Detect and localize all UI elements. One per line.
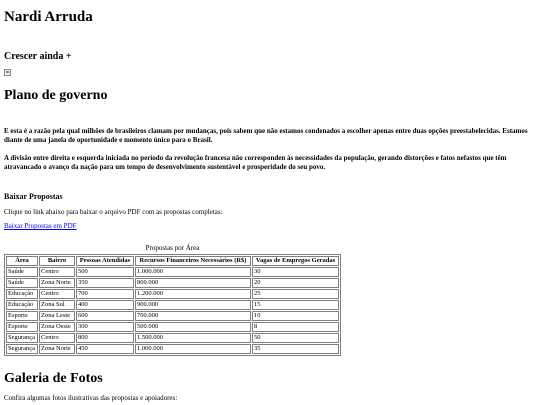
cell-bairro: Zona Oeste: [39, 322, 75, 332]
cell-area: Educação: [6, 300, 38, 310]
cell-recursos: 500.000: [135, 322, 251, 332]
cell-bairro: Zona Sul: [39, 300, 75, 310]
cell-bairro: Centro: [39, 333, 75, 343]
download-title: Baixar Propostas: [4, 192, 63, 201]
tagline: Crescer ainda +: [4, 51, 72, 62]
cell-pessoas: 800: [76, 333, 134, 343]
cell-bairro: Zona Norte: [39, 278, 75, 288]
site-title: Nardi Arruda: [4, 9, 93, 25]
plan-paragraph-2: A divisão entre direita e esquerda iniciada no período da revolução francesa não corresponden às necessidades da população, gerando distorções e fatos nefastos que têm atravancado o avanço da nação para um tempo de desenvolvimento sustentável e prosperidade do seu povo.: [4, 154, 507, 171]
table-header-row: [6, 256, 339, 266]
table-row: [6, 311, 339, 321]
plan-title: Plano de governo: [4, 88, 108, 103]
cell-pessoas: 400: [76, 300, 134, 310]
cell-bairro: Centro: [39, 289, 75, 299]
cell-vagas: 8: [252, 322, 339, 332]
cell-area: Esporte: [6, 322, 38, 332]
gallery-title: Galeria de Fotos: [4, 371, 103, 386]
cell-pessoas: 500: [76, 267, 134, 277]
download-text: Clique no link abaixo para baixar o arquivo PDF com as propostas completas:: [4, 208, 223, 216]
table-row: [6, 278, 339, 288]
download-pdf-link[interactable]: Baixar Propostas em PDF: [4, 222, 77, 230]
cell-pessoas: 450: [76, 344, 134, 354]
column-header-recursos: Recursos Financeiros Necessários (R$): [135, 256, 251, 266]
cell-bairro: Centro: [39, 267, 75, 277]
cell-vagas: 15: [252, 300, 339, 310]
cell-recursos: 1.200.000: [135, 289, 251, 299]
cell-recursos: 1.500.000: [135, 333, 251, 343]
cell-bairro: Zona Norte: [39, 344, 75, 354]
cell-area: Educação: [6, 289, 38, 299]
table-row: [6, 267, 339, 277]
cell-recursos: 700.000: [135, 311, 251, 321]
table-row: [6, 289, 339, 299]
cell-area: Segurança: [6, 344, 38, 354]
column-header-area: Área: [6, 256, 38, 266]
cell-pessoas: 350: [76, 278, 134, 288]
cell-recursos: 900.000: [135, 300, 251, 310]
proposals-table: [4, 254, 341, 356]
table-row: [6, 300, 339, 310]
cell-area: Segurança: [6, 333, 38, 343]
cell-pessoas: 600: [76, 311, 134, 321]
cell-vagas: 25: [252, 289, 339, 299]
proposals-table-block: [4, 244, 341, 356]
column-header-pessoas: Pessoas Atendidas: [76, 256, 134, 266]
cell-pessoas: 300: [76, 322, 134, 332]
cell-vagas: 20: [252, 278, 339, 288]
cell-vagas: 35: [252, 344, 339, 354]
table-row: [6, 333, 339, 343]
table-caption: Propostas por Área: [145, 244, 200, 252]
cell-area: Saúde: [6, 278, 38, 288]
plan-paragraph-1: E esta é a razão pela qual milhões de brasileiros clamam por mudanças, pois sabem que não estamos condenados a escolher apenas entre duas opções preestabelecidas. Estamos diante de uma janela de oportunidade e momento único para o Brasil.: [4, 127, 528, 144]
cell-bairro: Zona Leste: [39, 311, 75, 321]
table-row: [6, 344, 339, 354]
table-row: [6, 322, 339, 332]
cell-recursos: 1.000.000: [135, 267, 251, 277]
broken-image-icon: [4, 69, 11, 76]
column-header-bairro: Bairro: [39, 256, 75, 266]
gallery-text: Confira algumas fotos ilustrativas das propostas e apoiadores:: [4, 394, 178, 402]
column-header-vagas: Vagas de Empregos Geradas: [252, 256, 339, 266]
cell-recursos: 800.000: [135, 278, 251, 288]
cell-area: Esporte: [6, 311, 38, 321]
cell-area: Saúde: [6, 267, 38, 277]
cell-pessoas: 700: [76, 289, 134, 299]
cell-vagas: 10: [252, 311, 339, 321]
cell-vagas: 50: [252, 333, 339, 343]
cell-recursos: 1.000.000: [135, 344, 251, 354]
cell-vagas: 30: [252, 267, 339, 277]
